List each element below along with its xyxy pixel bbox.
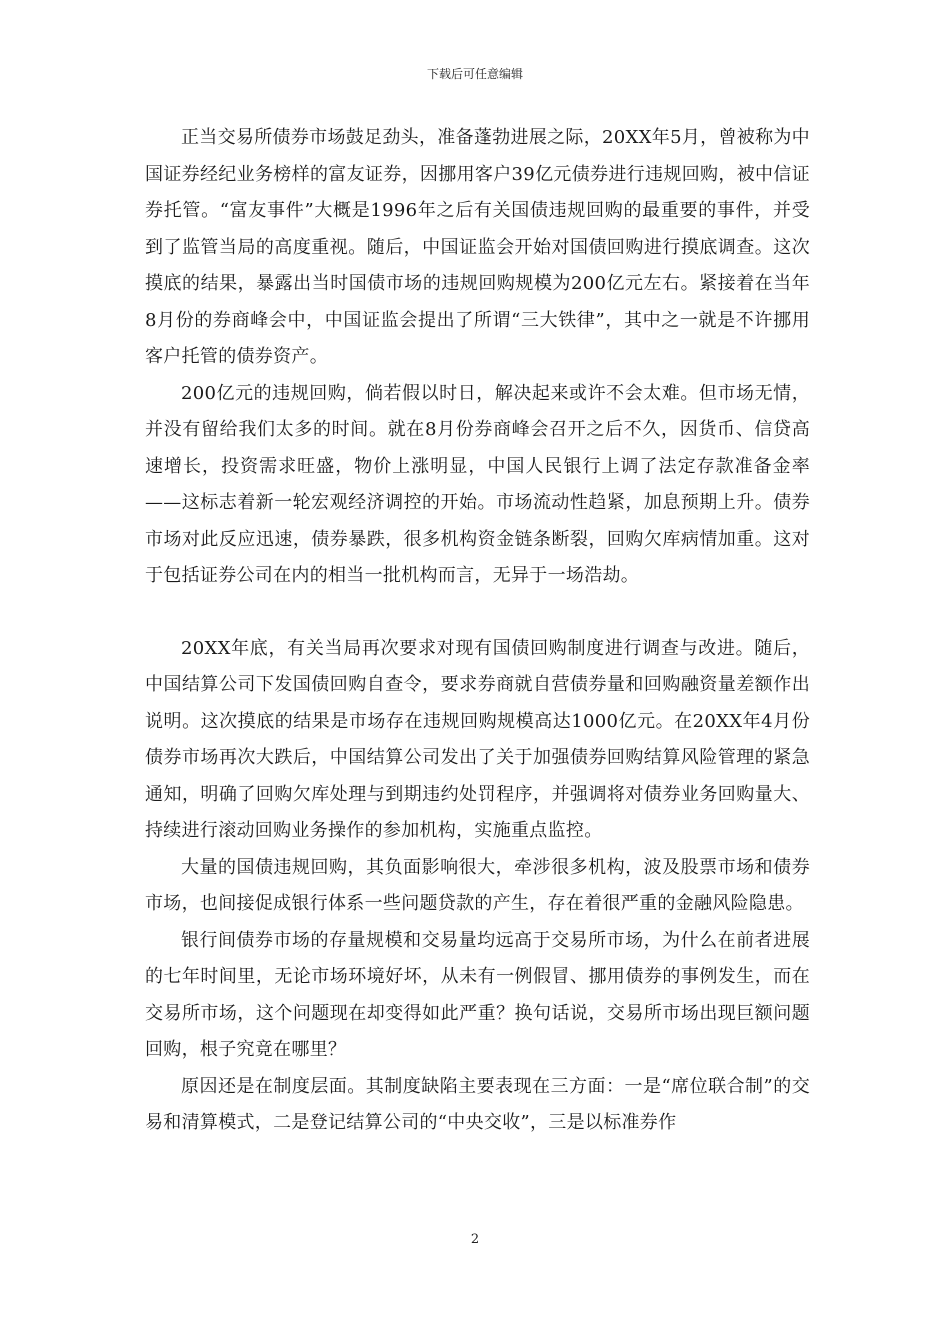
page-header: 下载后可任意编辑 (426, 67, 523, 81)
paragraph-4: 大量的国债违规回购，其负面影响很大，牵涉很多机构，波及股票市场和债券市场，也间接促成银行体系一些问题贷款的产生，存在着很严重的金融风险隐患。 (145, 856, 810, 914)
paragraph-3: 20XX年底，有关当局再次要求对现有国债回购制度进行调查与改进。随后，中国结算公司下发国债回购自查令，要求券商就自营债券量和回购融资量差额作出说明。这次摸底的结果是市场存在违规回购规模高达1000亿元。在20XX年4月份债券市场再次大跌后，中国结算公司发出了关于加强债券回购结算风险管理的紧急通知，明确了回购欠库处理与到期违约处罚程序，并强调将对债券业务回购量大、持续进行滚动回购业务操作的参加机构，实施重点监控。 (145, 637, 810, 841)
document-body (145, 120, 810, 1142)
paragraph-1: 正当交易所债券市场鼓足劲头，准备蓬勃进展之际，20XX年5月，曾被称为中国证券经纪业务榜样的富友证券，因挪用客户39亿元债券进行违规回购，被中信证券托管。“富友事件”大概是1996年之后有关国债违规回购的最重要的事件，并受到了监管当局的高度重视。随后，中国证监会开始对国债回购进行摸底调查。这次摸底的结果，暴露出当时国债市场的违规回购规模为200亿元左右。紧接着在当年8月份的券商峰会中，中国证监会提出了所谓“三大铁律”，其中之一就是不许挪用客户托管的债券资产。 (145, 127, 810, 367)
paragraph-6: 原因还是在制度层面。其制度缺陷主要表现在三方面：一是“席位联合制”的交易和清算模式，二是登记结算公司的“中央交收”，三是以标准券作 (145, 1075, 810, 1133)
page-number: 2 (470, 1232, 480, 1247)
paragraph-5: 银行间债券市场的存量规模和交易量均远高于交易所市场，为什么在前者进展的七年时间里，无论市场环境好坏，从未有一例假冒、挪用债券的事例发生，而在交易所市场，这个问题现在却变得如此严重？换句话说，交易所市场出现巨额问题回购，根子究竟在哪里？ (145, 929, 810, 1060)
paragraph-2: 200亿元的违规回购，倘若假以时日，解决起来或许不会太难。但市场无情，并没有留给我们太多的时间。就在8月份券商峰会召开之后不久，因货币、信贷高速增长，投资需求旺盛，物价上涨明显，中国人民银行上调了法定存款准备金率——这标志着新一轮宏观经济调控的开始。市场流动性趋紧，加息预期上升。债券市场对此反应迅速，债券暴跌，很多机构资金链条断裂，回购欠库病情加重。这对于包括证券公司在内的相当一批机构而言，无异于一场浩劫。 (145, 382, 810, 586)
